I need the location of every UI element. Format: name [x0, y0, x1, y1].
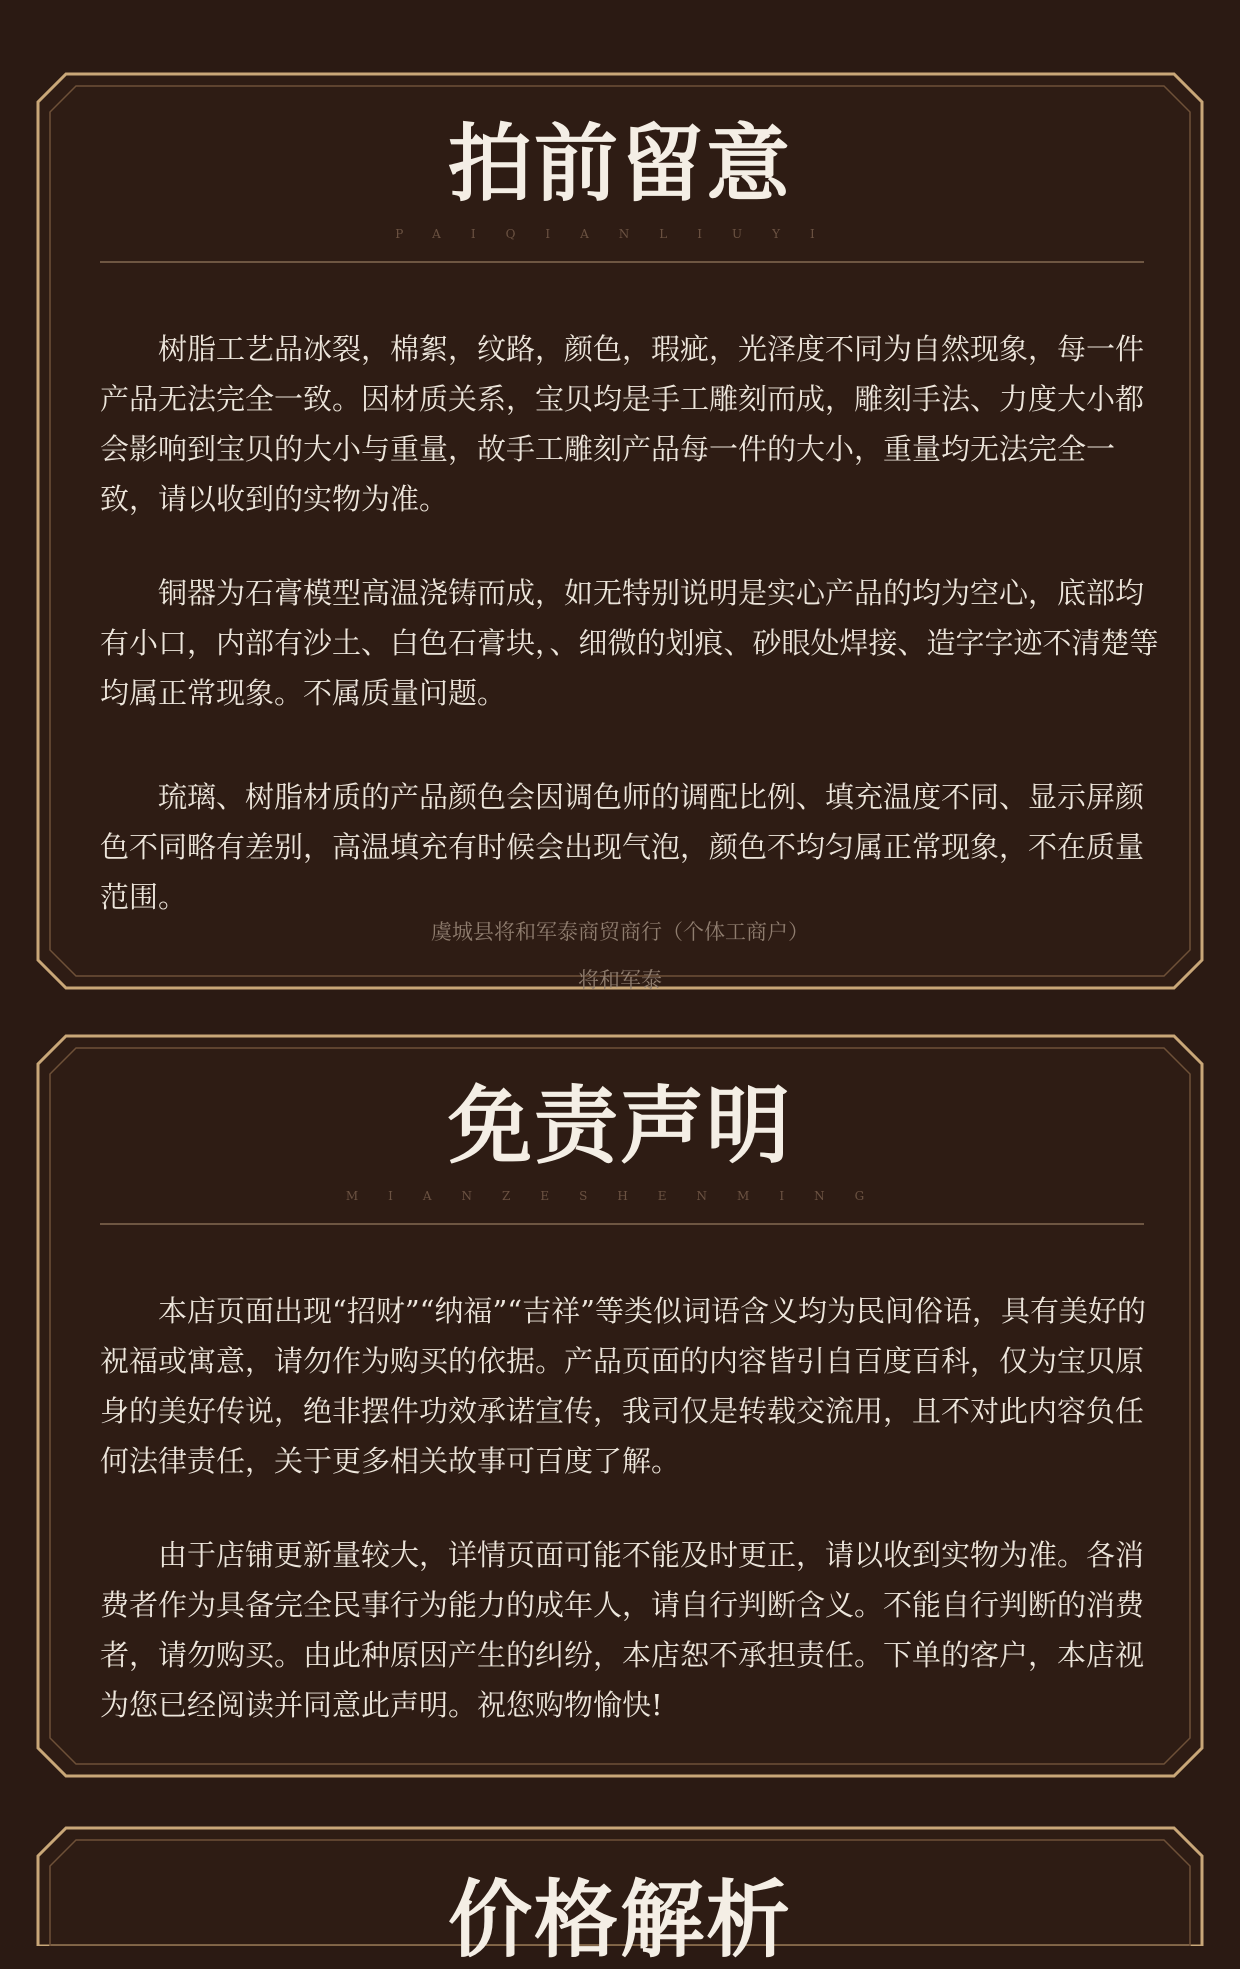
paragraph: 琉璃、树脂材质的产品颜色会因调色师的调配比例、填充温度不同、显示屏颜色不同略有差别，高温填充有时候会出现气泡，颜色不均匀属正常现象，不在质量范围。 [100, 780, 1145, 914]
section-subtitle: MIANZESHENMING [345, 1189, 895, 1203]
paragraph: 由于店铺更新量较大，详情页面可能不能及时更正，请以收到实物为准。各消费者作为具备完全民事行为能力的成年人，请自行判断含义。不能自行判断的消费者，请勿购买。由此种原因产生的纠纷，本店恕不承担责任。下单的客户，本店视为您已经阅读并同意此声明。祝您购物愉快! [100, 1538, 1145, 1722]
divider [100, 261, 1144, 263]
paragraph: 铜器为石膏模型高温浇铸而成，如无特别说明是实心产品的均为空心，底部均有小口，内部有沙土、白色石膏块，、细微的划痕、砂眼处焊接、造字字迹不清楚等均属正常现象。不属质量问题。 [100, 576, 1159, 710]
section-title: 拍前留意 [447, 114, 792, 213]
price-panel [36, 1826, 1204, 1969]
watermark-name: 将和军泰 [578, 968, 662, 992]
divider [100, 1223, 1144, 1225]
section-title: 价格解析 [447, 1870, 792, 1969]
section-subtitle: PAIQIANLIUYI [395, 227, 845, 241]
disclaimer-panel [36, 1034, 1204, 1778]
paragraph: 树脂工艺品冰裂，棉絮，纹路，颜色，瑕疵，光泽度不同为自然现象，每一件产品无法完全一致。因材质关系，宝贝均是手工雕刻而成，雕刻手法、力度大小都会影响到宝贝的大小与重量，故手工雕刻产品每一件的大小，重量均无法完全一致，请以收到的实物为准。 [100, 332, 1145, 516]
watermark-company: 虞城县将和军泰商贸商行（个体工商户） [431, 920, 809, 944]
notice-panel [36, 72, 1204, 990]
section-title: 免责声明 [447, 1076, 792, 1175]
paragraph: 本店页面出现“招财”“纳福”“吉祥”等类似词语含义均为民间俗语，具有美好的祝福或寓意，请勿作为购买的依据。产品页面的内容皆引自百度百科，仅为宝贝原身的美好传说，绝非摆件功效承诺宣传，我司仅是转载交流用，且不对此内容负任何法律责任，关于更多相关故事可百度了解。 [100, 1294, 1146, 1478]
